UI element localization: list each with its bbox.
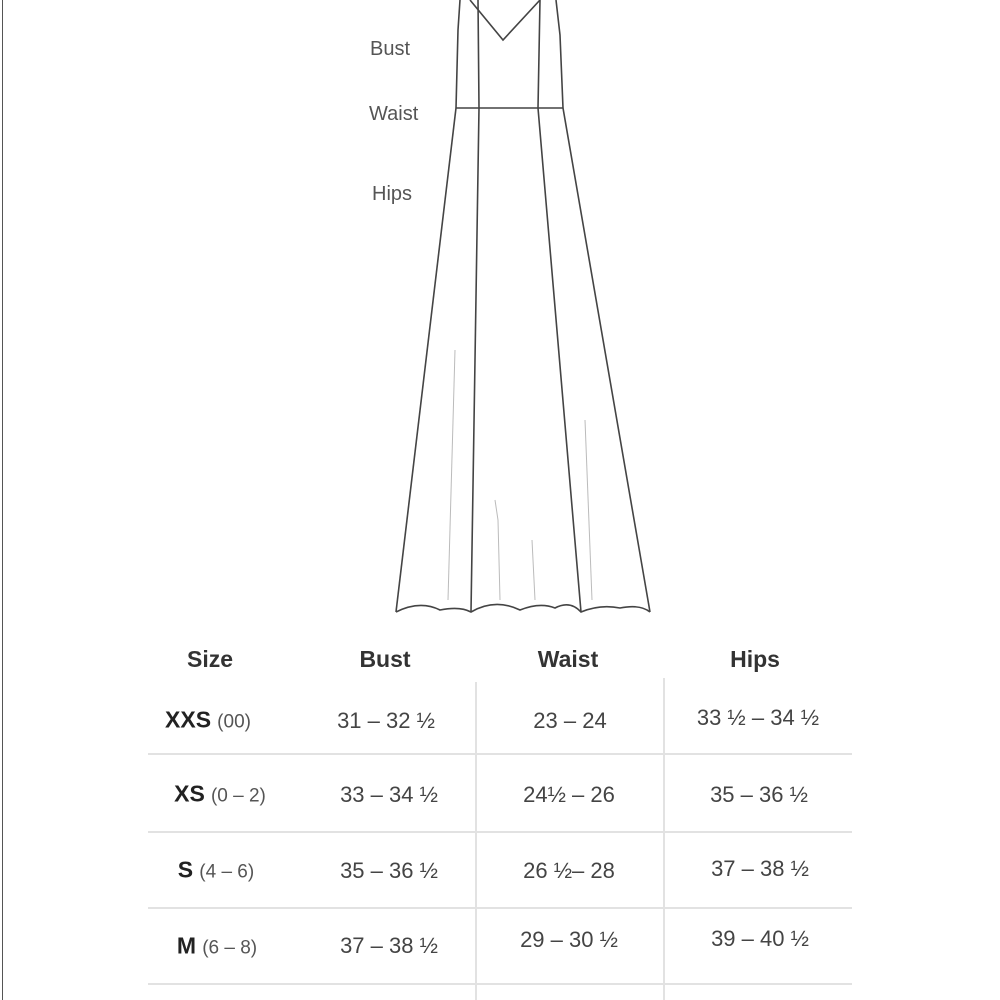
bust-label: Bust: [370, 38, 411, 60]
left-armhole: [456, 0, 460, 108]
hips-cell: 35 – 36 ½: [710, 782, 808, 807]
waist-cell: 24½ – 26: [523, 782, 615, 807]
numeric-size: (6 – 8): [202, 937, 258, 959]
row-divider: [148, 907, 852, 909]
header-hips: Hips: [730, 646, 780, 672]
size-label: XS: [174, 780, 205, 807]
neckline: [470, 0, 540, 40]
table-row-size: [177, 933, 257, 960]
size-label: M: [176, 932, 197, 959]
bust-cell: 31 – 32 ½: [337, 708, 435, 733]
column-divider: [475, 682, 477, 1000]
numeric-size: (4 – 6): [199, 861, 255, 883]
header-waist: Waist: [537, 646, 599, 672]
bust-cell: 37 – 38 ½: [340, 933, 438, 958]
waist-cell: 23 – 24: [533, 708, 607, 733]
numeric-size: (0 – 2): [210, 785, 266, 807]
hips-cell: 39 – 40 ½: [711, 926, 809, 951]
bust-cell: 35 – 36 ½: [340, 858, 438, 883]
table-row-size: [178, 857, 254, 884]
hips-cell: 37 – 38 ½: [711, 856, 809, 881]
waist-label: Waist: [369, 103, 419, 125]
size-label: XXS: [165, 706, 212, 733]
row-divider: [148, 753, 852, 755]
column-divider: [663, 678, 665, 1000]
bust-cell: 33 – 34 ½: [340, 782, 438, 807]
right-armhole: [556, 0, 563, 108]
waist-cell: 26 ½– 28: [523, 858, 615, 883]
row-divider: [148, 983, 852, 985]
waist-cell: 29 – 30 ½: [520, 927, 618, 952]
numeric-size: (00): [217, 711, 251, 733]
left-panel-seam: [471, 0, 479, 612]
row-divider: [148, 831, 852, 833]
hips-label: Hips: [372, 183, 413, 205]
right-panel-seam: [538, 0, 581, 612]
table-row-size: [165, 707, 251, 734]
header-size: Size: [186, 646, 234, 672]
header-bust: Bust: [359, 646, 411, 672]
hips-cell: 33 ½ – 34 ½: [696, 705, 820, 730]
size-label: S: [177, 856, 194, 883]
table-row-size: [174, 781, 266, 808]
hem: [396, 604, 650, 612]
skirt-right-edge: [563, 108, 650, 612]
